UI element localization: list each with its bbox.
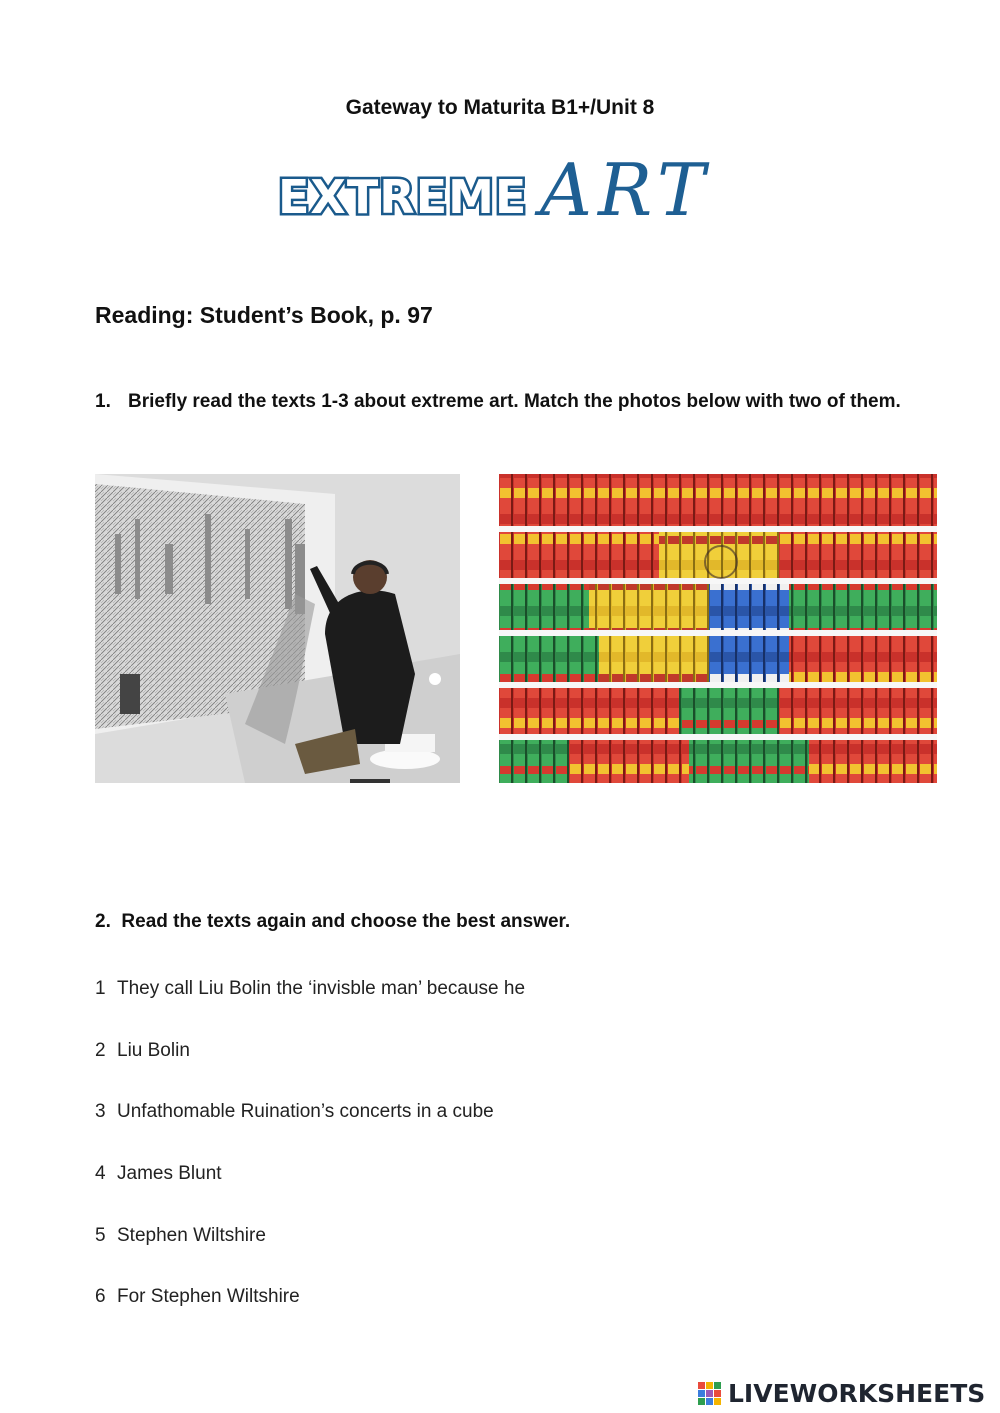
item-text: For Stephen Wiltshire — [117, 1286, 300, 1307]
item-text: Unfathomable Ruination’s concerts in a cube — [117, 1101, 494, 1122]
question-1-text: Briefly read the texts 1-3 about extreme art. Match the photos below with two of them. — [128, 391, 901, 412]
list-item — [95, 1040, 190, 1062]
question-1-number: 1. — [95, 391, 111, 412]
item-number: 2 — [95, 1040, 106, 1061]
title-extreme-outline: EXTREME — [278, 170, 528, 224]
list-item — [95, 1225, 266, 1247]
item-text: Liu Bolin — [117, 1040, 190, 1061]
item-number: 5 — [95, 1225, 106, 1246]
reading-heading: Reading: Student’s Book, p. 97 — [95, 302, 433, 328]
worksheet-title — [278, 150, 758, 245]
course-header: Gateway to Maturita B1+/Unit 8 — [345, 96, 655, 119]
supermarket-shelves-camouflage-photo — [499, 474, 937, 783]
title-art: ART — [540, 148, 711, 232]
question-1 — [95, 383, 925, 420]
list-item — [95, 1163, 222, 1185]
liveworksheets-wordmark: LIVEWORKSHEETS — [728, 1379, 986, 1408]
list-item — [95, 1286, 300, 1308]
item-number: 6 — [95, 1286, 106, 1307]
title-extreme — [278, 170, 527, 224]
item-text: James Blunt — [117, 1163, 222, 1184]
list-item — [95, 1101, 494, 1123]
question-2 — [95, 911, 570, 933]
artist-drawing-illustration — [95, 474, 460, 783]
artist-drawing-city-panorama-photo — [95, 474, 460, 783]
item-number: 4 — [95, 1163, 106, 1184]
question-2-text: Read the texts again and choose the best answer. — [121, 911, 571, 932]
item-text: They call Liu Bolin the ‘invisble man’ because he — [117, 978, 526, 999]
item-text: Stephen Wiltshire — [117, 1225, 266, 1246]
item-number: 1 — [95, 978, 106, 999]
item-number: 3 — [95, 1101, 106, 1122]
question-2-number: 2. — [95, 911, 111, 932]
noodle-shelves-illustration — [499, 474, 937, 783]
list-item — [95, 978, 525, 1000]
liveworksheets-logo-icon — [698, 1382, 722, 1406]
